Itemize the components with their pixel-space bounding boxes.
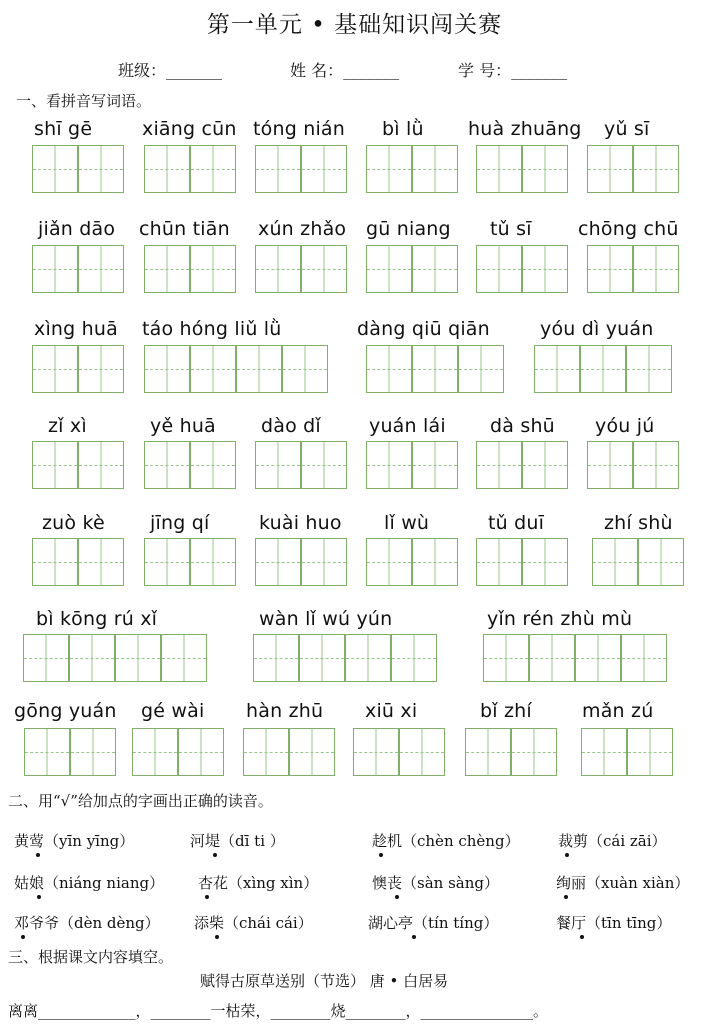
tianzi-grid-cell[interactable] [476, 538, 522, 586]
pronunciation-item[interactable]: 邓爷爷（dèn dèng） [14, 914, 160, 932]
pinyin-label: xìng huā [34, 318, 118, 340]
pinyin-label: zhí shù [604, 512, 673, 534]
tianzi-grid-cell[interactable] [70, 728, 116, 776]
pronunciation-item[interactable]: 餐厅（tīn tīng） [556, 914, 672, 932]
pronunciation-item[interactable]: 杏花（xìng xìn） [198, 874, 319, 892]
tianzi-grid-cell[interactable] [253, 634, 299, 682]
pinyin-label: zǐ xì [48, 415, 87, 437]
tianzi-grid-cell[interactable] [412, 245, 458, 293]
tianzi-grid-cell[interactable] [32, 145, 78, 193]
tianzi-grid-cell[interactable] [575, 634, 621, 682]
student-number-field[interactable]: 学 号：_______ [458, 61, 568, 80]
tianzi-grid-cell[interactable] [366, 538, 412, 586]
pinyin-label: yǔ sī [604, 118, 650, 140]
tianzi-grid-cell[interactable] [32, 441, 78, 489]
pinyin-label: dàng qiū qiān [357, 318, 490, 340]
pinyin-label: bì kōng rú xǐ [36, 608, 158, 630]
pinyin-label: dà shū [490, 415, 555, 437]
tianzi-grid-cell[interactable] [301, 441, 347, 489]
tianzi-grid-cell[interactable] [144, 538, 190, 586]
tianzi-grid-cell[interactable] [633, 145, 679, 193]
emphasis-dot [395, 895, 399, 899]
emphasis-dot [36, 853, 40, 857]
pronunciation-item[interactable]: 趁机（chèn chèng） [372, 832, 520, 850]
pinyin-label: lǐ wù [384, 512, 430, 534]
tianzi-grid-cell[interactable] [587, 145, 633, 193]
tianzi-grid-cell[interactable] [32, 538, 78, 586]
tianzi-grid-cell[interactable] [255, 441, 301, 489]
emphasis-dot [213, 853, 217, 857]
pinyin-label: gū niang [366, 218, 451, 240]
tianzi-grid-cell[interactable] [78, 145, 124, 193]
tianzi-grid-cell[interactable] [144, 145, 190, 193]
tianzi-grid-cell[interactable] [23, 634, 69, 682]
tianzi-grid-cell[interactable] [412, 145, 458, 193]
emphasis-dot [379, 853, 383, 857]
tianzi-grid-cell[interactable] [592, 538, 638, 586]
pinyin-label: táo hóng liǔ lǜ [142, 318, 282, 340]
pinyin-label: wàn lǐ wú yún [259, 608, 393, 630]
tianzi-grid-cell[interactable] [581, 728, 627, 776]
name-field[interactable]: 姓 名：_______ [290, 61, 400, 80]
pinyin-label: yóu dì yuán [540, 318, 654, 340]
tianzi-grid-cell[interactable] [78, 538, 124, 586]
pinyin-label: jīng qí [150, 512, 210, 534]
pinyin-label: yuán lái [369, 415, 446, 437]
tianzi-grid-cell[interactable] [190, 245, 236, 293]
pronunciation-item[interactable]: 姑娘（niáng niang） [14, 874, 165, 892]
pinyin-label: hàn zhū [246, 700, 324, 722]
tianzi-grid-cell[interactable] [534, 345, 580, 393]
tianzi-grid-cell[interactable] [236, 345, 282, 393]
pinyin-label: kuài huo [259, 512, 342, 534]
emphasis-dot [215, 935, 219, 939]
tianzi-grid-cell[interactable] [299, 634, 345, 682]
tianzi-grid-cell[interactable] [638, 538, 684, 586]
pinyin-label: yóu jú [595, 415, 655, 437]
tianzi-grid-cell[interactable] [190, 538, 236, 586]
section2-heading: 二、用“√”给加点的字画出正确的读音。 [8, 792, 273, 810]
tianzi-grid-cell[interactable] [483, 634, 529, 682]
tianzi-grid-cell[interactable] [190, 145, 236, 193]
tianzi-grid-cell[interactable] [190, 345, 236, 393]
pinyin-label: zuò kè [42, 512, 105, 534]
tianzi-grid-cell[interactable] [301, 245, 347, 293]
pinyin-label: yě huā [150, 415, 216, 437]
tianzi-grid-cell[interactable] [587, 245, 633, 293]
pinyin-label: mǎn zú [582, 700, 654, 722]
pinyin-label: xún zhǎo [258, 218, 347, 240]
poem-title: 赋得古原草送别（节选） 唐 • 白居易 [200, 972, 449, 990]
tianzi-grid-cell[interactable] [627, 728, 673, 776]
tianzi-grid-cell[interactable] [366, 345, 412, 393]
tianzi-grid-cell[interactable] [366, 245, 412, 293]
pronunciation-item[interactable]: 河堤（dī ti ） [190, 832, 285, 850]
emphasis-dot [37, 895, 41, 899]
pronunciation-item[interactable]: 懊丧（sàn sàng） [372, 874, 499, 892]
tianzi-grid-cell[interactable] [255, 145, 301, 193]
tianzi-grid-cell[interactable] [633, 245, 679, 293]
tianzi-grid-cell[interactable] [522, 538, 568, 586]
tianzi-grid-cell[interactable] [626, 345, 672, 393]
tianzi-grid-cell[interactable] [412, 345, 458, 393]
pinyin-label: tóng nián [253, 118, 346, 140]
pinyin-label: huà zhuāng [468, 118, 582, 140]
class-field[interactable]: 班级：_______ [118, 61, 223, 80]
tianzi-grid-cell[interactable] [511, 728, 557, 776]
tianzi-grid-cell[interactable] [178, 728, 224, 776]
pronunciation-item[interactable]: 绚丽（xuàn xiàn） [556, 874, 690, 892]
pronunciation-item[interactable]: 添柴（chái cái） [194, 914, 313, 932]
tianzi-grid-cell[interactable] [529, 634, 575, 682]
pinyin-label: bì lǜ [382, 118, 424, 140]
section1-heading: 一、看拼音写词语。 [16, 92, 152, 110]
tianzi-grid-cell[interactable] [587, 441, 633, 489]
tianzi-grid-cell[interactable] [633, 441, 679, 489]
tianzi-grid-cell[interactable] [289, 728, 335, 776]
tianzi-grid-cell[interactable] [69, 634, 115, 682]
pinyin-label: bǐ zhí [480, 700, 532, 722]
tianzi-grid-cell[interactable] [32, 345, 78, 393]
tianzi-grid-cell[interactable] [412, 538, 458, 586]
emphasis-dot [205, 895, 209, 899]
emphasis-dot [565, 853, 569, 857]
tianzi-grid-cell[interactable] [243, 728, 289, 776]
tianzi-grid-cell[interactable] [366, 145, 412, 193]
tianzi-grid-cell[interactable] [399, 728, 445, 776]
pinyin-label: chūn tiān [139, 218, 230, 240]
tianzi-grid-cell[interactable] [391, 634, 437, 682]
tianzi-grid-cell[interactable] [465, 728, 511, 776]
tianzi-grid-cell[interactable] [78, 441, 124, 489]
tianzi-grid-cell[interactable] [255, 245, 301, 293]
tianzi-grid-cell[interactable] [476, 441, 522, 489]
pinyin-label: chōng chū [578, 218, 679, 240]
tianzi-grid-cell[interactable] [458, 345, 504, 393]
tianzi-grid-cell[interactable] [132, 728, 178, 776]
pinyin-label: jiǎn dāo [38, 218, 116, 240]
pinyin-label: yǐn rén zhù mù [487, 608, 633, 630]
tianzi-grid-cell[interactable] [24, 728, 70, 776]
pinyin-label: xiū xi [365, 700, 418, 722]
tianzi-grid-cell[interactable] [115, 634, 161, 682]
tianzi-grid-cell[interactable] [522, 245, 568, 293]
pinyin-label: gōng yuán [14, 700, 117, 722]
tianzi-grid-cell[interactable] [476, 145, 522, 193]
tianzi-grid-cell[interactable] [621, 634, 667, 682]
pinyin-label: tǔ duī [488, 512, 545, 534]
tianzi-grid-cell[interactable] [301, 145, 347, 193]
section3-heading: 三、根据课文内容填空。 [8, 948, 174, 966]
tianzi-grid-cell[interactable] [345, 634, 391, 682]
emphasis-dot [412, 935, 416, 939]
poem-fill-line[interactable]: 离离_____________，________一枯荣，________烧________，_______________。 [8, 1002, 549, 1020]
tianzi-grid-cell[interactable] [32, 245, 78, 293]
pinyin-label: xiāng cūn [142, 118, 237, 140]
tianzi-grid-cell[interactable] [301, 538, 347, 586]
tianzi-grid-cell[interactable] [255, 538, 301, 586]
tianzi-grid-cell[interactable] [366, 441, 412, 489]
tianzi-grid-cell[interactable] [190, 441, 236, 489]
tianzi-grid-cell[interactable] [78, 345, 124, 393]
tianzi-grid-cell[interactable] [522, 441, 568, 489]
page-title: 第一单元 • 基础知识闯关赛 [206, 12, 503, 38]
tianzi-grid-cell[interactable] [412, 441, 458, 489]
tianzi-grid-cell[interactable] [522, 145, 568, 193]
tianzi-grid-cell[interactable] [144, 441, 190, 489]
pinyin-label: tǔ sī [490, 218, 532, 240]
tianzi-grid-cell[interactable] [476, 245, 522, 293]
pinyin-label: dào dǐ [261, 415, 321, 437]
emphasis-dot [21, 935, 25, 939]
emphasis-dot [580, 935, 584, 939]
tianzi-grid-cell[interactable] [161, 634, 207, 682]
tianzi-grid-cell[interactable] [144, 245, 190, 293]
pinyin-label: gé wài [141, 700, 205, 722]
tianzi-grid-cell[interactable] [282, 345, 328, 393]
tianzi-grid-cell[interactable] [353, 728, 399, 776]
tianzi-grid-cell[interactable] [78, 245, 124, 293]
pinyin-label: shī gē [34, 118, 93, 140]
emphasis-dot [564, 895, 568, 899]
tianzi-grid-cell[interactable] [580, 345, 626, 393]
tianzi-grid-cell[interactable] [144, 345, 190, 393]
pronunciation-item[interactable]: 裁剪（cái zāi） [558, 832, 667, 850]
pronunciation-item[interactable]: 黄莺（yīn yīng） [14, 832, 135, 850]
pronunciation-item[interactable]: 湖心亭（tín tíng） [368, 914, 499, 932]
